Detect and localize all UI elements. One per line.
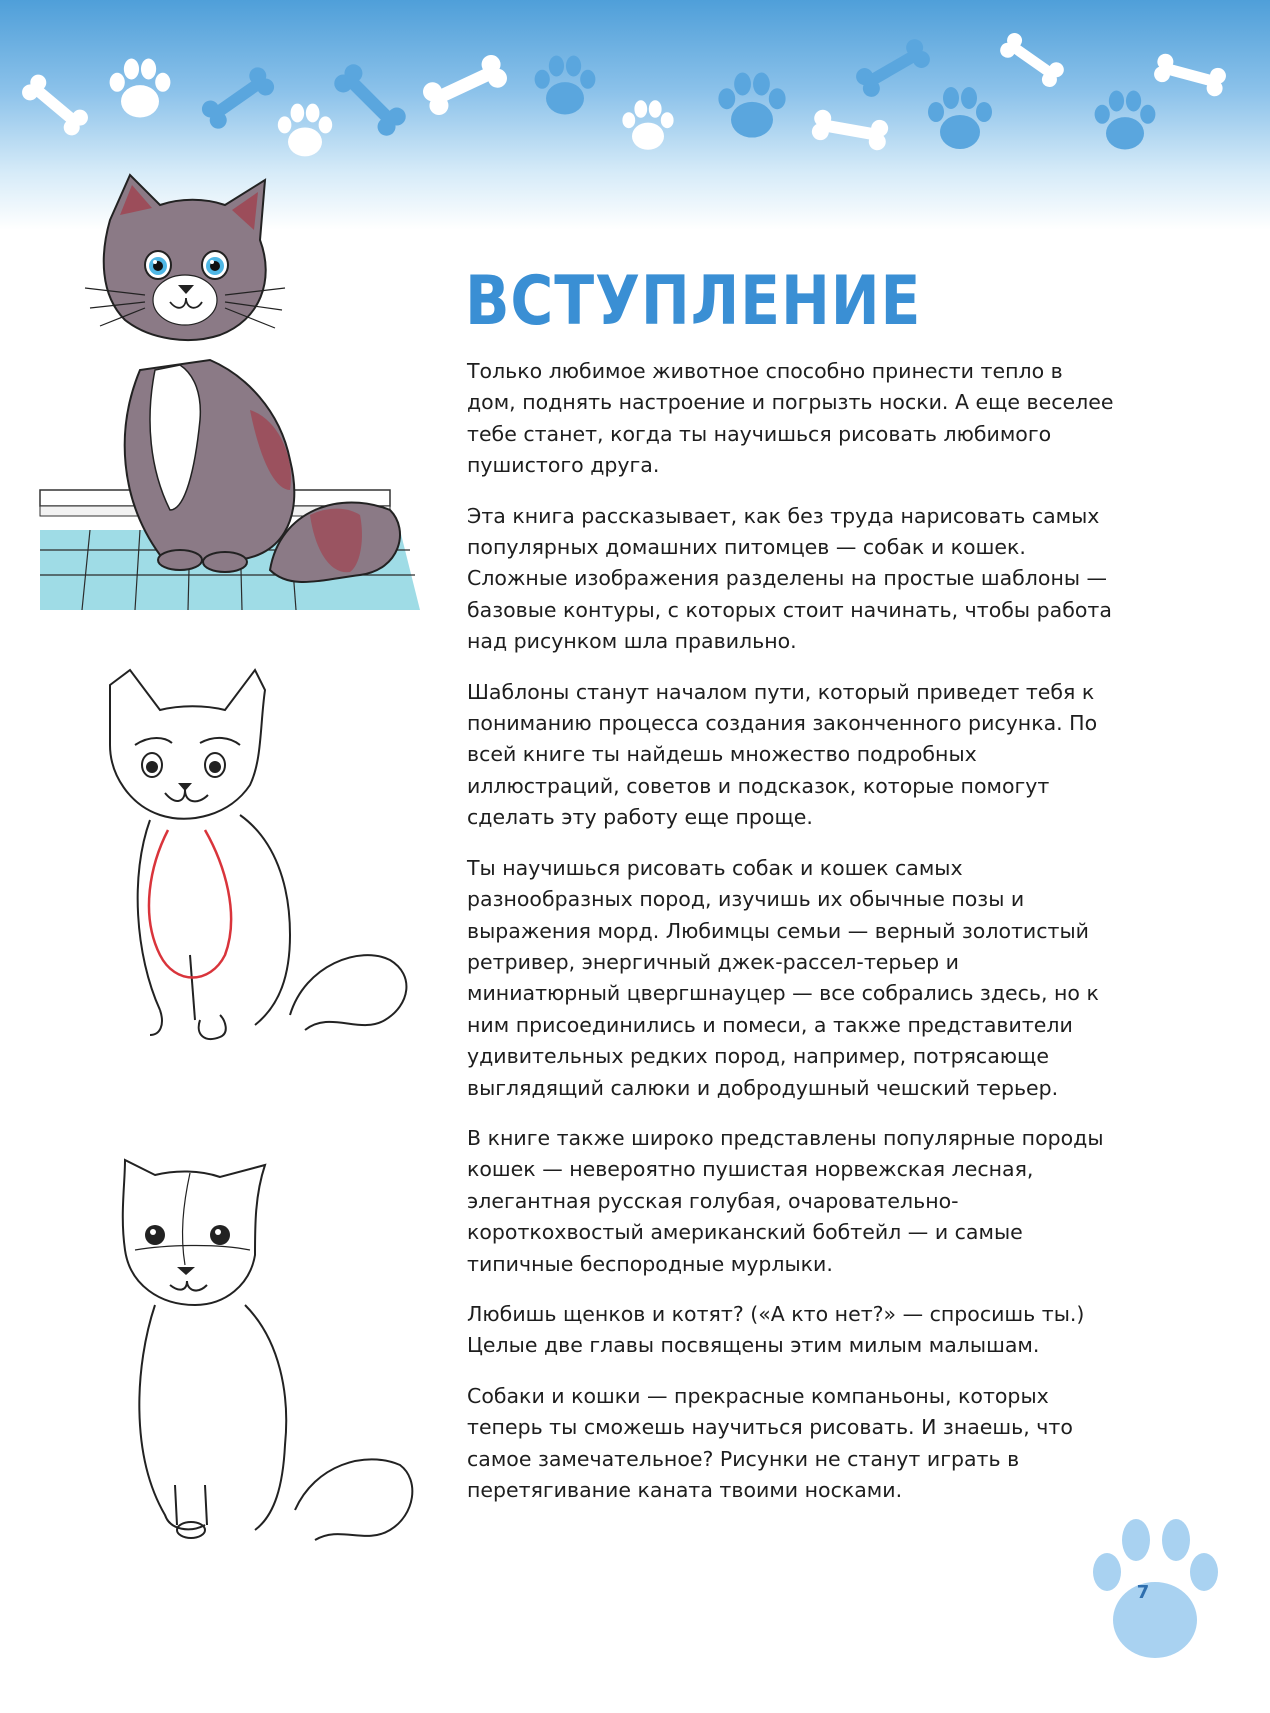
paragraph: Любишь щенков и котят? («А кто нет?» — спросишь ты.) Целые две главы посвящены этим милым малышам. <box>467 1301 1085 1358</box>
outline-cat-sketch <box>115 1155 425 1575</box>
finished-cat-illustration <box>20 170 420 620</box>
paragraph: Шаблоны станут началом пути, который приведет тебя к пониманию процесса создания законченного рисунка. По всей книге ты найдешь множество подробных иллюстраций, советов и подсказок, которые помогут сделать эту работу еще проще. <box>467 679 1098 830</box>
sketch-tail <box>290 955 406 1030</box>
paragraph: Собаки и кошки — прекрасные компаньоны, которых теперь ты сможешь научиться рисовать. И знаешь, что самое замечательное? Рисунки не станут играть в перетягивание каната твоими носками. <box>467 1383 1073 1502</box>
paw-icon <box>718 72 785 137</box>
guideline-cat-sketch <box>90 665 420 1065</box>
paragraph: Только любимое животное способно принести тепло в дом, поднять настроение и погрызть носки. А еще веселее тебе станет, когда ты научишься рисовать любимого пушистого друга. <box>467 359 1114 478</box>
bone-icon <box>19 71 91 138</box>
paragraph: В книге также широко представлены популярные породы кошек — невероятно пушистая норвежская лесная, элегантная русская голубая, очаровательно-короткохвостый американский бобтейл — и самые типичные беспородные мурлыки. <box>467 1125 1104 1276</box>
paw-icon <box>278 104 332 157</box>
paw-icon <box>110 59 171 118</box>
paw-icon <box>622 100 673 150</box>
bone-icon <box>331 61 410 140</box>
paragraph: Эта книга рассказывает, как без труда нарисовать самых популярных домашних питомцев — собак и кошек. Сложные изображения разделены на простые шаблоны — базовые контуры, с которых стоит начинать, чтобы работа над рисунком шла правильно. <box>467 503 1112 654</box>
bone-icon <box>199 64 278 132</box>
paragraph: Ты научишься рисовать собак и кошек самых разнообразных пород, изучишь их обычные позы и выражения морд. Любимцы семьи — верный золотистый ретривер, энергичный джек-рассел-терьер и миниатюрный цвергшнауцер — все собрались здесь, но к ним присоединились и помеси, а также представители удивительных редких пород, например, потрясающе выглядящий салюки и добродушный чешский терьер. <box>467 855 1099 1100</box>
sketch-head <box>110 670 265 819</box>
intro-text <box>467 356 1117 1525</box>
outline-tail <box>295 1459 412 1540</box>
bone-icon <box>811 108 890 151</box>
bone-icon <box>997 30 1067 90</box>
bone-icon <box>1152 52 1227 98</box>
paw-icon <box>535 56 596 115</box>
paw-icon <box>1095 91 1156 150</box>
bone-icon <box>853 36 933 100</box>
page-number: 7 <box>1136 1582 1150 1603</box>
page-title: ВСТУПЛЕНИЕ <box>465 262 922 341</box>
bone-icon <box>420 52 510 118</box>
paw-icon <box>928 87 992 149</box>
outline-head <box>123 1160 265 1305</box>
